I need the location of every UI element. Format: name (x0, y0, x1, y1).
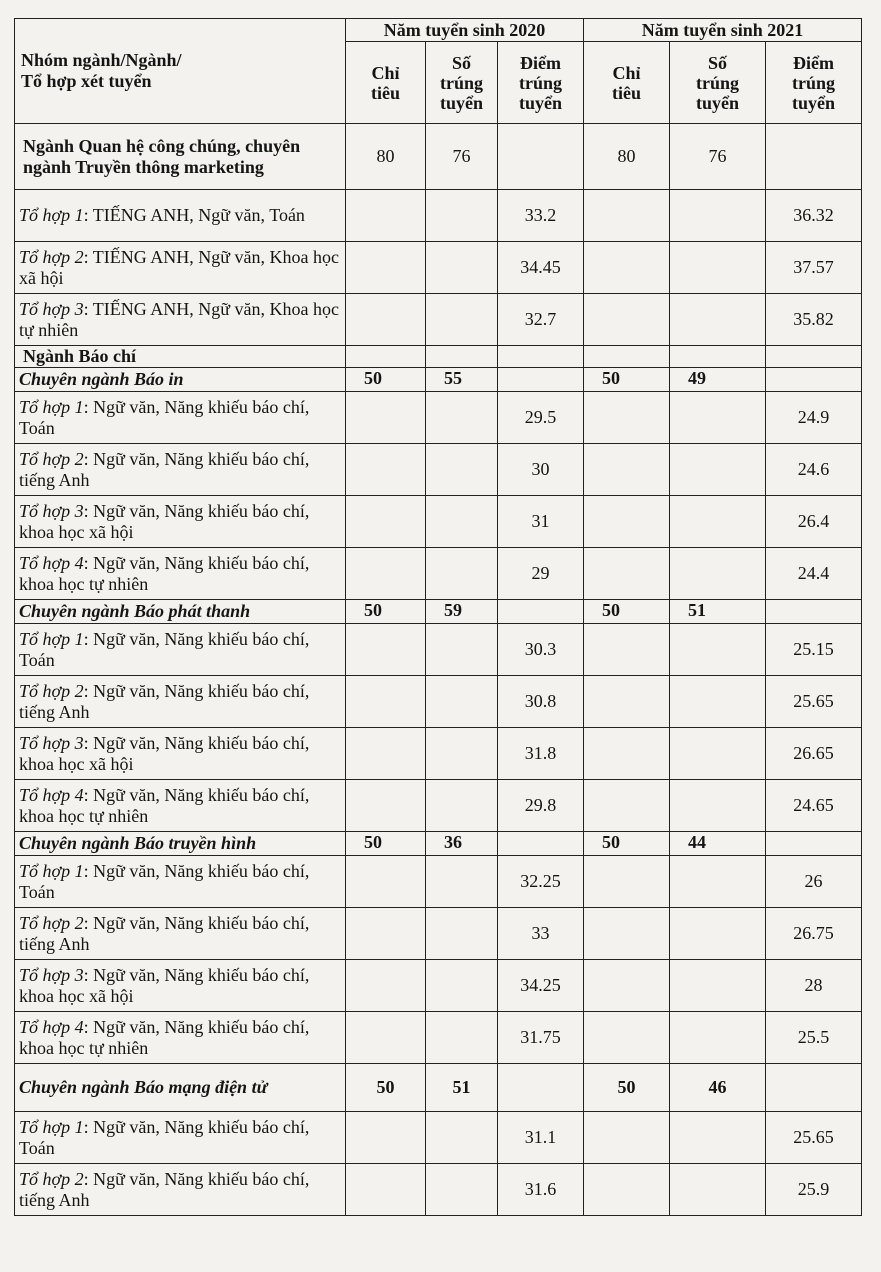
quota-2021-cell (584, 496, 670, 548)
combo-subjects: : TIẾNG ANH, Ngữ văn, Khoa học tự nhiên (19, 298, 340, 340)
quota-2020-cell (346, 444, 426, 496)
specialization-name-cell: Chuyên ngành Báo truyền hình (15, 832, 346, 856)
table-row (15, 1064, 862, 1112)
quota-2020-cell (346, 496, 426, 548)
quota-2020-cell (346, 242, 426, 294)
header-admitted-2021: Số trúng tuyển (670, 42, 766, 124)
combo-subjects: : Ngữ văn, Năng khiếu báo chí, khoa học tự nhiên (19, 552, 310, 594)
combo-name-cell (15, 676, 346, 728)
empty-cell (426, 346, 498, 368)
combo-name-cell (15, 444, 346, 496)
table-row (15, 242, 862, 294)
admitted-2021-cell (670, 728, 766, 780)
admitted-2020-cell: 76 (426, 124, 498, 190)
admitted-2020-cell (426, 1164, 498, 1216)
quota-2020-cell (346, 392, 426, 444)
header-year-2021: Năm tuyển sinh 2021 (584, 19, 862, 42)
table-row (15, 832, 862, 856)
empty-cell (584, 346, 670, 368)
combo-name-cell (15, 960, 346, 1012)
admitted-2020-cell: 51 (426, 1064, 498, 1112)
admitted-2021-cell: 46 (670, 1064, 766, 1112)
combo-name-cell (15, 1112, 346, 1164)
table-row (15, 960, 862, 1012)
score-2020-cell: 32.7 (498, 294, 584, 346)
combo-label: Tổ hợp 1 (19, 205, 84, 225)
quota-2020-cell (346, 728, 426, 780)
combo-subjects: : Ngữ văn, Năng khiếu báo chí, khoa học tự nhiên (19, 784, 310, 826)
admitted-2020-cell (426, 780, 498, 832)
combo-name-cell (15, 190, 346, 242)
score-2020-cell: 29 (498, 548, 584, 600)
combo-subjects: : Ngữ văn, Năng khiếu báo chí, tiếng Anh (19, 1168, 310, 1210)
score-2021-cell: 25.65 (766, 1112, 862, 1164)
table-row (15, 444, 862, 496)
quota-2020-cell (346, 624, 426, 676)
combo-subjects: : Ngữ văn, Năng khiếu báo chí, Toán (19, 396, 310, 438)
quota-2021-cell (584, 856, 670, 908)
quota-2021-cell (584, 190, 670, 242)
table-row (15, 856, 862, 908)
admitted-2021-cell (670, 780, 766, 832)
score-2020-cell: 29.5 (498, 392, 584, 444)
combo-subjects: : Ngữ văn, Năng khiếu báo chí, tiếng Anh (19, 448, 310, 490)
empty-cell (766, 346, 862, 368)
score-2021-cell: 37.57 (766, 242, 862, 294)
admitted-2021-cell (670, 1112, 766, 1164)
quota-2021-cell: 50 (584, 600, 670, 624)
admitted-2021-cell (670, 1164, 766, 1216)
combo-subjects: : Ngữ văn, Năng khiếu báo chí, khoa học xã hội (19, 964, 310, 1006)
score-2021-cell (766, 600, 862, 624)
combo-name-cell (15, 780, 346, 832)
table-row (15, 1112, 862, 1164)
combo-label: Tổ hợp 1 (19, 396, 84, 417)
score-2021-cell: 25.15 (766, 624, 862, 676)
admitted-2020-cell (426, 392, 498, 444)
score-2020-cell: 30.8 (498, 676, 584, 728)
table-row (15, 368, 862, 392)
score-2021-cell: 26.65 (766, 728, 862, 780)
score-2020-cell: 30 (498, 444, 584, 496)
score-2020-cell (498, 368, 584, 392)
table-body (15, 124, 862, 1216)
combo-label: Tổ hợp 1 (19, 628, 84, 649)
quota-2020-cell (346, 1012, 426, 1064)
combo-subjects: : Ngữ văn, Năng khiếu báo chí, khoa học xã hội (19, 500, 310, 542)
quota-2021-cell (584, 624, 670, 676)
score-2020-cell: 30.3 (498, 624, 584, 676)
combo-name-cell (15, 242, 346, 294)
admitted-2020-cell (426, 1112, 498, 1164)
quota-2020-cell (346, 1112, 426, 1164)
score-2020-cell: 33.2 (498, 190, 584, 242)
combo-subjects: : Ngữ văn, Năng khiếu báo chí, tiếng Anh (19, 912, 310, 954)
admitted-2021-cell: 49 (670, 368, 766, 392)
admitted-2020-cell (426, 548, 498, 600)
admitted-2020-cell (426, 676, 498, 728)
table-row (15, 392, 862, 444)
header-score-2021: Điểm trúng tuyển (766, 42, 862, 124)
section-name-cell: Ngành Báo chí (15, 346, 346, 368)
combo-name-cell (15, 856, 346, 908)
table-row (15, 190, 862, 242)
admitted-2020-cell (426, 496, 498, 548)
combo-subjects: : Ngữ văn, Năng khiếu báo chí, Toán (19, 628, 310, 670)
table-row (15, 624, 862, 676)
quota-2021-cell (584, 960, 670, 1012)
combo-subjects: : Ngữ văn, Năng khiếu báo chí, Toán (19, 1116, 310, 1158)
quota-2020-cell: 50 (346, 832, 426, 856)
quota-2021-cell (584, 242, 670, 294)
empty-cell (346, 346, 426, 368)
table-row (15, 908, 862, 960)
score-2020-cell: 33 (498, 908, 584, 960)
quota-2020-cell: 50 (346, 1064, 426, 1112)
score-2020-cell: 31.8 (498, 728, 584, 780)
combo-label: Tổ hợp 3 (19, 500, 84, 521)
quota-2020-cell (346, 548, 426, 600)
score-2021-cell: 25.5 (766, 1012, 862, 1064)
admitted-2021-cell (670, 496, 766, 548)
combo-subjects: : TIẾNG ANH, Ngữ văn, Toán (83, 205, 305, 225)
combo-label: Tổ hợp 1 (19, 1116, 84, 1137)
empty-cell (670, 346, 766, 368)
admitted-2021-cell: 51 (670, 600, 766, 624)
admitted-2020-cell (426, 856, 498, 908)
combo-name-cell (15, 294, 346, 346)
combo-label: Tổ hợp 4 (19, 784, 84, 805)
quota-2021-cell (584, 444, 670, 496)
score-2021-cell: 24.9 (766, 392, 862, 444)
score-2021-cell: 26 (766, 856, 862, 908)
quota-2020-cell: 50 (346, 600, 426, 624)
empty-cell (498, 346, 584, 368)
admitted-2020-cell (426, 624, 498, 676)
admitted-2021-cell (670, 190, 766, 242)
admitted-2021-cell (670, 548, 766, 600)
combo-label: Tổ hợp 2 (19, 1168, 84, 1189)
combo-label: Tổ hợp 3 (19, 964, 84, 985)
table-row (15, 676, 862, 728)
quota-2021-cell (584, 1112, 670, 1164)
admitted-2021-cell: 44 (670, 832, 766, 856)
score-2021-cell: 36.32 (766, 190, 862, 242)
quota-2021-cell (584, 728, 670, 780)
score-2021-cell: 24.6 (766, 444, 862, 496)
quota-2020-cell (346, 294, 426, 346)
score-2020-cell (498, 124, 584, 190)
score-2020-cell: 31 (498, 496, 584, 548)
header-year-2020: Năm tuyển sinh 2020 (346, 19, 584, 42)
combo-subjects: : Ngữ văn, Năng khiếu báo chí, Toán (19, 860, 310, 902)
combo-subjects: : Ngữ văn, Năng khiếu báo chí, khoa học tự nhiên (19, 1016, 310, 1058)
combo-name-cell (15, 392, 346, 444)
quota-2020-cell (346, 190, 426, 242)
quota-2020-cell (346, 856, 426, 908)
admitted-2020-cell: 36 (426, 832, 498, 856)
header-quota-2021: Chỉ tiêu (584, 42, 670, 124)
header-admitted-2020: Số trúng tuyển (426, 42, 498, 124)
score-2021-cell (766, 832, 862, 856)
quota-2021-cell (584, 780, 670, 832)
score-2021-cell: 24.65 (766, 780, 862, 832)
combo-label: Tổ hợp 4 (19, 1016, 84, 1037)
score-2021-cell: 25.65 (766, 676, 862, 728)
admitted-2020-cell (426, 190, 498, 242)
quota-2021-cell: 50 (584, 832, 670, 856)
combo-label: Tổ hợp 2 (19, 680, 84, 701)
score-2020-cell: 32.25 (498, 856, 584, 908)
score-2020-cell (498, 600, 584, 624)
quota-2021-cell (584, 294, 670, 346)
admitted-2020-cell (426, 294, 498, 346)
header-group: Nhóm ngành/Ngành/ Tổ hợp xét tuyển (15, 19, 346, 124)
combo-subjects: : Ngữ văn, Năng khiếu báo chí, khoa học xã hội (19, 732, 310, 774)
quota-2021-cell (584, 392, 670, 444)
quota-2020-cell (346, 780, 426, 832)
table-row (15, 346, 862, 368)
score-2020-cell (498, 832, 584, 856)
score-2020-cell: 31.6 (498, 1164, 584, 1216)
quota-2020-cell: 80 (346, 124, 426, 190)
admitted-2020-cell (426, 728, 498, 780)
score-2020-cell: 29.8 (498, 780, 584, 832)
admitted-2021-cell (670, 856, 766, 908)
score-2020-cell: 34.45 (498, 242, 584, 294)
score-2021-cell (766, 1064, 862, 1112)
admission-table (14, 18, 862, 1216)
table-row (15, 548, 862, 600)
combo-label: Tổ hợp 2 (19, 246, 84, 267)
quota-2021-cell (584, 1012, 670, 1064)
table-row (15, 1164, 862, 1216)
quota-2020-cell: 50 (346, 368, 426, 392)
score-2021-cell: 26.4 (766, 496, 862, 548)
table-row (15, 496, 862, 548)
specialization-name-cell: Chuyên ngành Báo phát thanh (15, 600, 346, 624)
admitted-2021-cell (670, 242, 766, 294)
quota-2020-cell (346, 908, 426, 960)
admitted-2021-cell (670, 294, 766, 346)
admitted-2020-cell: 59 (426, 600, 498, 624)
combo-label: Tổ hợp 2 (19, 448, 84, 469)
table-row (15, 1012, 862, 1064)
admitted-2020-cell (426, 444, 498, 496)
table-row (15, 780, 862, 832)
quota-2020-cell (346, 960, 426, 1012)
combo-name-cell (15, 728, 346, 780)
admitted-2021-cell (670, 908, 766, 960)
specialization-name-cell: Chuyên ngành Báo mạng điện tử (15, 1064, 346, 1112)
quota-2021-cell (584, 548, 670, 600)
score-2020-cell: 31.75 (498, 1012, 584, 1064)
quota-2021-cell: 50 (584, 1064, 670, 1112)
admitted-2021-cell (670, 392, 766, 444)
combo-label: Tổ hợp 1 (19, 860, 84, 881)
table-row (15, 728, 862, 780)
combo-label: Tổ hợp 3 (19, 298, 84, 319)
document-page (14, 18, 862, 1216)
combo-name-cell (15, 908, 346, 960)
admitted-2020-cell (426, 1012, 498, 1064)
admitted-2020-cell: 55 (426, 368, 498, 392)
quota-2020-cell (346, 1164, 426, 1216)
combo-name-cell (15, 548, 346, 600)
quota-2021-cell: 50 (584, 368, 670, 392)
score-2021-cell: 25.9 (766, 1164, 862, 1216)
score-2020-cell (498, 1064, 584, 1112)
score-2021-cell: 35.82 (766, 294, 862, 346)
admitted-2021-cell (670, 444, 766, 496)
table-row (15, 124, 862, 190)
admitted-2020-cell (426, 242, 498, 294)
table-row (15, 294, 862, 346)
header-quota-2020: Chỉ tiêu (346, 42, 426, 124)
score-2021-cell: 24.4 (766, 548, 862, 600)
combo-subjects: : Ngữ văn, Năng khiếu báo chí, tiếng Anh (19, 680, 310, 722)
header-score-2020: Điểm trúng tuyển (498, 42, 584, 124)
quota-2021-cell (584, 908, 670, 960)
combo-label: Tổ hợp 2 (19, 912, 84, 933)
combo-name-cell (15, 1164, 346, 1216)
admitted-2020-cell (426, 960, 498, 1012)
combo-name-cell (15, 1012, 346, 1064)
admitted-2021-cell: 76 (670, 124, 766, 190)
quota-2021-cell: 80 (584, 124, 670, 190)
admitted-2020-cell (426, 908, 498, 960)
combo-name-cell (15, 624, 346, 676)
admitted-2021-cell (670, 1012, 766, 1064)
quota-2020-cell (346, 676, 426, 728)
score-2021-cell: 26.75 (766, 908, 862, 960)
admitted-2021-cell (670, 676, 766, 728)
quota-2021-cell (584, 1164, 670, 1216)
admitted-2021-cell (670, 960, 766, 1012)
combo-name-cell (15, 496, 346, 548)
specialization-name-cell: Chuyên ngành Báo in (15, 368, 346, 392)
table-row (15, 600, 862, 624)
combo-label: Tổ hợp 4 (19, 552, 84, 573)
score-2020-cell: 34.25 (498, 960, 584, 1012)
score-2020-cell: 31.1 (498, 1112, 584, 1164)
quota-2021-cell (584, 676, 670, 728)
admitted-2021-cell (670, 624, 766, 676)
score-2021-cell (766, 124, 862, 190)
combo-label: Tổ hợp 3 (19, 732, 84, 753)
score-2021-cell (766, 368, 862, 392)
major-name-cell: Ngành Quan hệ công chúng, chuyên ngành Truyền thông marketing (15, 124, 346, 190)
combo-subjects: : TIẾNG ANH, Ngữ văn, Khoa học xã hội (19, 246, 340, 288)
score-2021-cell: 28 (766, 960, 862, 1012)
